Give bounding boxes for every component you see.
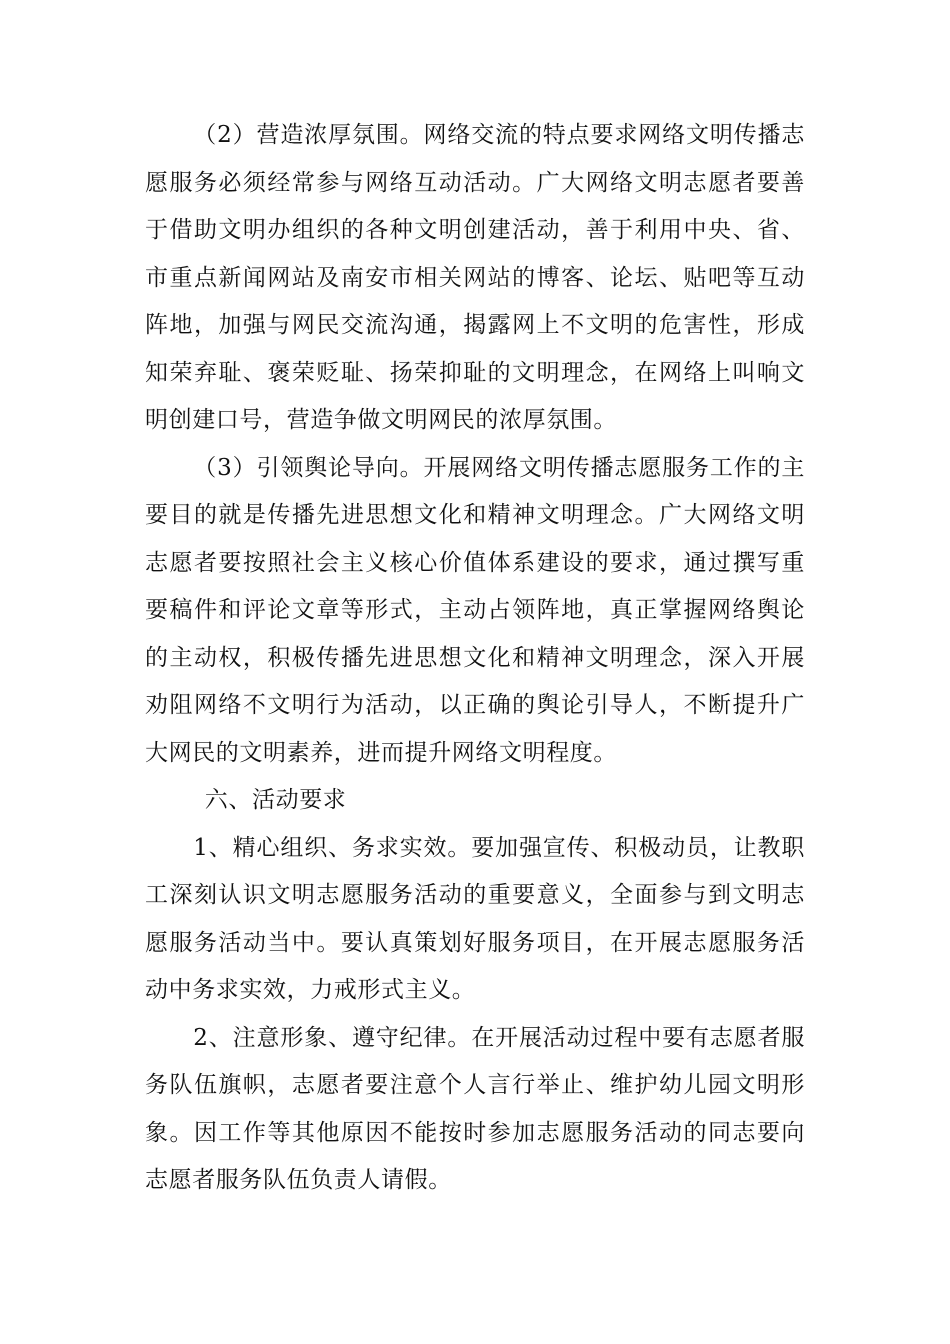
section-heading-activity-requirements: 六、活动要求 — [204, 787, 347, 813]
paragraph-guide-opinion: （3）引领舆论导向。开展网络文明传播志愿服务工作的主要目的就是传播先进思想文化和精神文明理念。广大网络文明志愿者要按照社会主义核心价值体系建设的要求，通过撰写重要稿件和评论文章等形式，主动占领阵地，真正掌握网络舆论的主动权，积极传播先进思想文化和精神文明理念，深入开展劝阻网络不文明行为活动，以正确的舆论引导人，不断提升广大网民的文明素养，进而提升网络文明程度。 — [145, 454, 805, 766]
paragraph-create-atmosphere: （2）营造浓厚氛围。网络交流的特点要求网络文明传播志愿服务必须经常参与网络互动活动。广大网络文明志愿者要善于借助文明办组织的各种文明创建活动，善于利用中央、省、市重点新闻网站及南安市相关网站的博客、论坛、贴吧等互动阵地，加强与网民交流沟通，揭露网上不文明的危害性，形成知荣弃耻、褒荣贬耻、扬荣抑耻的文明理念，在网络上叫响文明创建口号，营造争做文明网民的浓厚氛围。 — [145, 122, 805, 433]
paragraph-image-discipline: 2、注意形象、遵守纪律。在开展活动过程中要有志愿者服务队伍旗帜，志愿者要注意个人言行举止、维护幼儿园文明形象。因工作等其他原因不能按时参加志愿服务活动的同志要向志愿者服务队伍负责人请假。 — [145, 1024, 805, 1193]
paragraph-careful-organization: 1、精心组织、务求实效。要加强宣传、积极动员，让教职工深刻认识文明志愿服务活动的重要意义，全面参与到文明志愿服务活动当中。要认真策划好服务项目，在开展志愿服务活动中务求实效，力戒形式主义。 — [145, 834, 805, 1003]
document-body — [145, 112, 805, 1205]
